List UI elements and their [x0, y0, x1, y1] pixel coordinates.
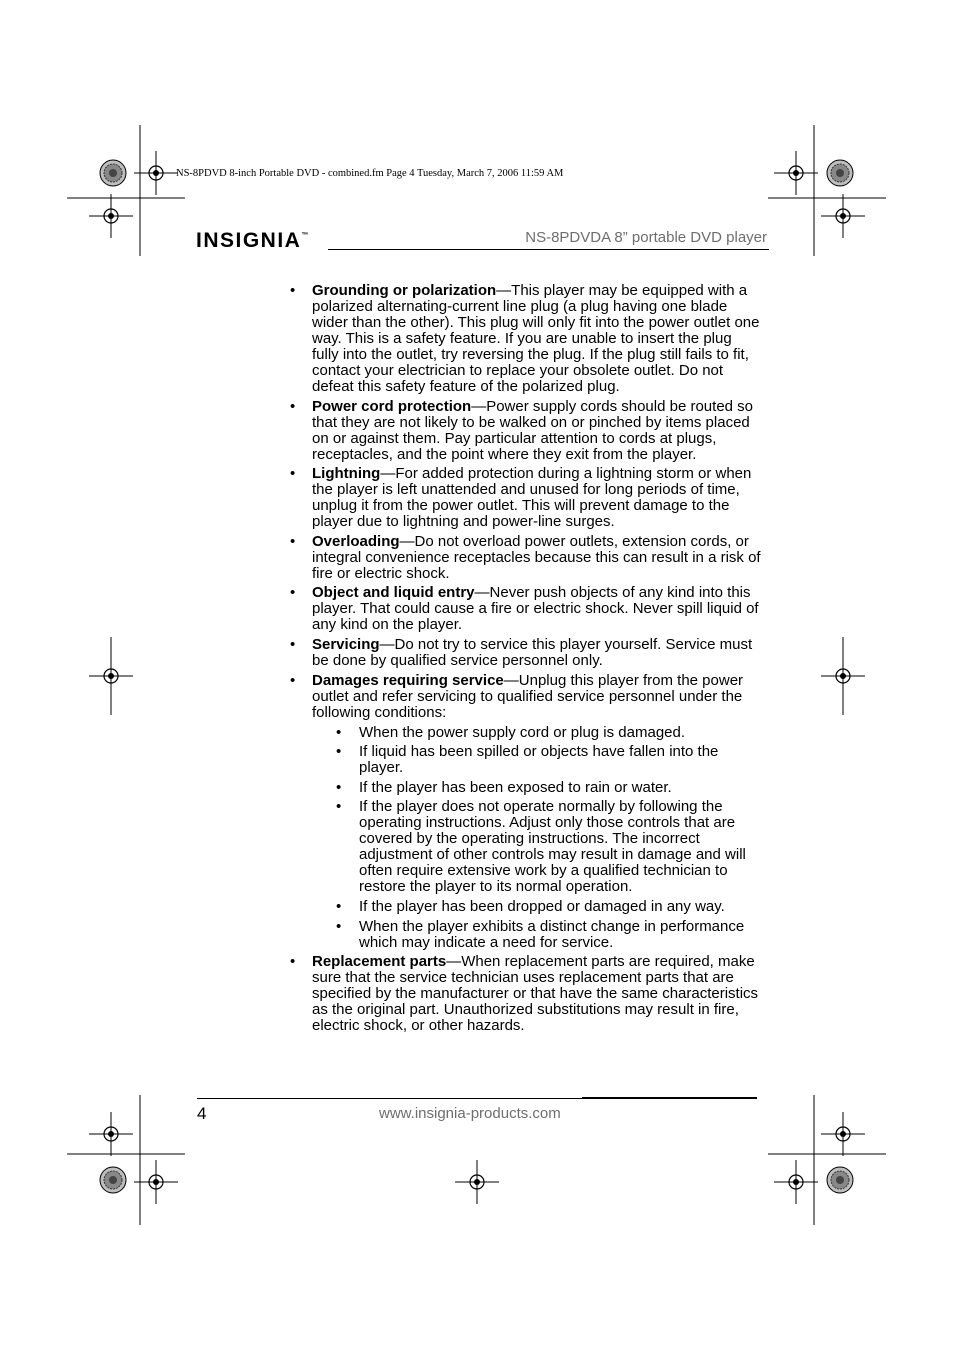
bullet-icon: • — [290, 671, 296, 689]
bullet-icon: • — [290, 584, 296, 602]
item-term: Overloading — [312, 532, 400, 550]
item-text: —Never push objects of any kind into this player. That could cause a fire or electric shock. Never spill liquid of any kind on the player. — [312, 584, 759, 634]
sub-list-wrapper — [290, 725, 762, 951]
item-text: —Power supply cords should be routed so that they are not likely to be walked on or pinched by items placed on or against them. Pay particular attention to cords at plugs, receptacles, and the point where they exit from the player. — [312, 397, 754, 463]
item-text: —This player may be equipped with a polarized alternating-current line plug (a plug having one blade wider than the other). This plug will only fit into the power outlet one way. This is a safety feature. If you are unable to insert the plug fully into the outlet, try reversing the plug. If the plug still fails to fit, contact your electrician to replace your obsolete outlet. Do not defeat this safety feature of the polarized plug. — [312, 282, 760, 395]
bullet-icon: • — [336, 778, 342, 796]
list-item — [290, 283, 762, 395]
item-term: Object and liquid entry — [312, 584, 475, 602]
logo-text: INSIGNIA — [196, 229, 302, 252]
list-item — [290, 399, 762, 463]
sub-list-item — [336, 744, 762, 776]
list-item — [290, 466, 762, 530]
header-title: NS-8PDVDA 8” portable DVD player — [525, 229, 767, 246]
item-term: Replacement parts — [312, 953, 447, 971]
sub-list-item — [336, 899, 762, 915]
sub-list-item — [336, 799, 762, 895]
trademark-mark: ™ — [301, 232, 309, 239]
bullet-icon: • — [290, 953, 296, 971]
bullet-icon: • — [290, 532, 296, 550]
bullet-icon: • — [290, 397, 296, 415]
item-text: —Unplug this player from the power outlet and refer servicing to qualified service personnel under the following conditions: — [312, 671, 744, 721]
footer-rule-thick — [582, 1097, 757, 1099]
item-text: —Do not overload power outlets, extension cords, or integral convenience receptacles because this can result in a risk of fire or electric shock. — [312, 532, 761, 582]
damage-conditions-list — [313, 725, 762, 951]
item-text: —For added protection during a lightning storm or when the player is left unattended and unused for long periods of time, unplug it from the power outlet. This will prevent damage to the player due to lightning and power-line surges. — [312, 465, 752, 531]
sub-list-item — [336, 725, 762, 741]
item-term: Damages requiring service — [312, 671, 504, 689]
item-term: Grounding or polarization — [312, 282, 497, 299]
list-item — [290, 954, 762, 1034]
list-item — [290, 637, 762, 669]
list-item — [290, 585, 762, 633]
bullet-icon: • — [336, 723, 342, 741]
bullet-icon: • — [290, 465, 296, 483]
sub-list-item — [336, 919, 762, 951]
header-rule — [328, 249, 769, 250]
sub-item-text: When the player exhibits a distinct change in performance which may indicate a need for service. — [359, 917, 745, 951]
insignia-logo — [196, 229, 308, 253]
sub-item-text: If the player has been dropped or damaged in any way. — [359, 897, 725, 915]
page-number: 4 — [197, 1104, 207, 1123]
list-item — [290, 534, 762, 582]
bullet-icon: • — [336, 798, 342, 816]
sub-item-text: When the power supply cord or plug is damaged. — [359, 723, 686, 741]
list-item — [290, 673, 762, 721]
bullet-icon: • — [290, 282, 296, 299]
item-text: —When replacement parts are required, make sure that the service technician uses replacement parts that are specified by the manufacturer or that have the same characteristics as the original part. Unauthorized substitutions may result in fire, electric shock, or other hazards. — [312, 953, 759, 1035]
safety-list — [290, 283, 762, 1034]
item-term: Servicing — [312, 635, 380, 653]
safety-instructions — [290, 283, 762, 1038]
sub-list-item — [336, 780, 762, 796]
print-slug-line: NS-8PDVD 8-inch Portable DVD - combined.fm Page 4 Tuesday, March 7, 2006 11:59 AM — [176, 168, 564, 179]
bullet-icon: • — [336, 743, 342, 761]
bullet-icon: • — [336, 917, 342, 935]
bullet-icon: • — [290, 635, 296, 653]
sub-item-text: If the player has been exposed to rain or water. — [359, 778, 672, 796]
item-term: Power cord protection — [312, 397, 472, 415]
bullet-icon: • — [336, 897, 342, 915]
sub-item-text: If liquid has been spilled or objects have fallen into the player. — [359, 743, 719, 777]
item-text: —Do not try to service this player yourself. Service must be done by qualified service personnel only. — [312, 635, 753, 669]
item-term: Lightning — [312, 465, 381, 483]
footer-url: www.insignia-products.com — [379, 1105, 561, 1122]
sub-item-text: If the player does not operate normally by following the operating instructions. Adjust only those controls that are covered by the operating instructions. The incorrect adjustment of other controls may result in damage and will often require extensive work by a qualified technician to restore the player to its normal operation. — [359, 798, 746, 896]
